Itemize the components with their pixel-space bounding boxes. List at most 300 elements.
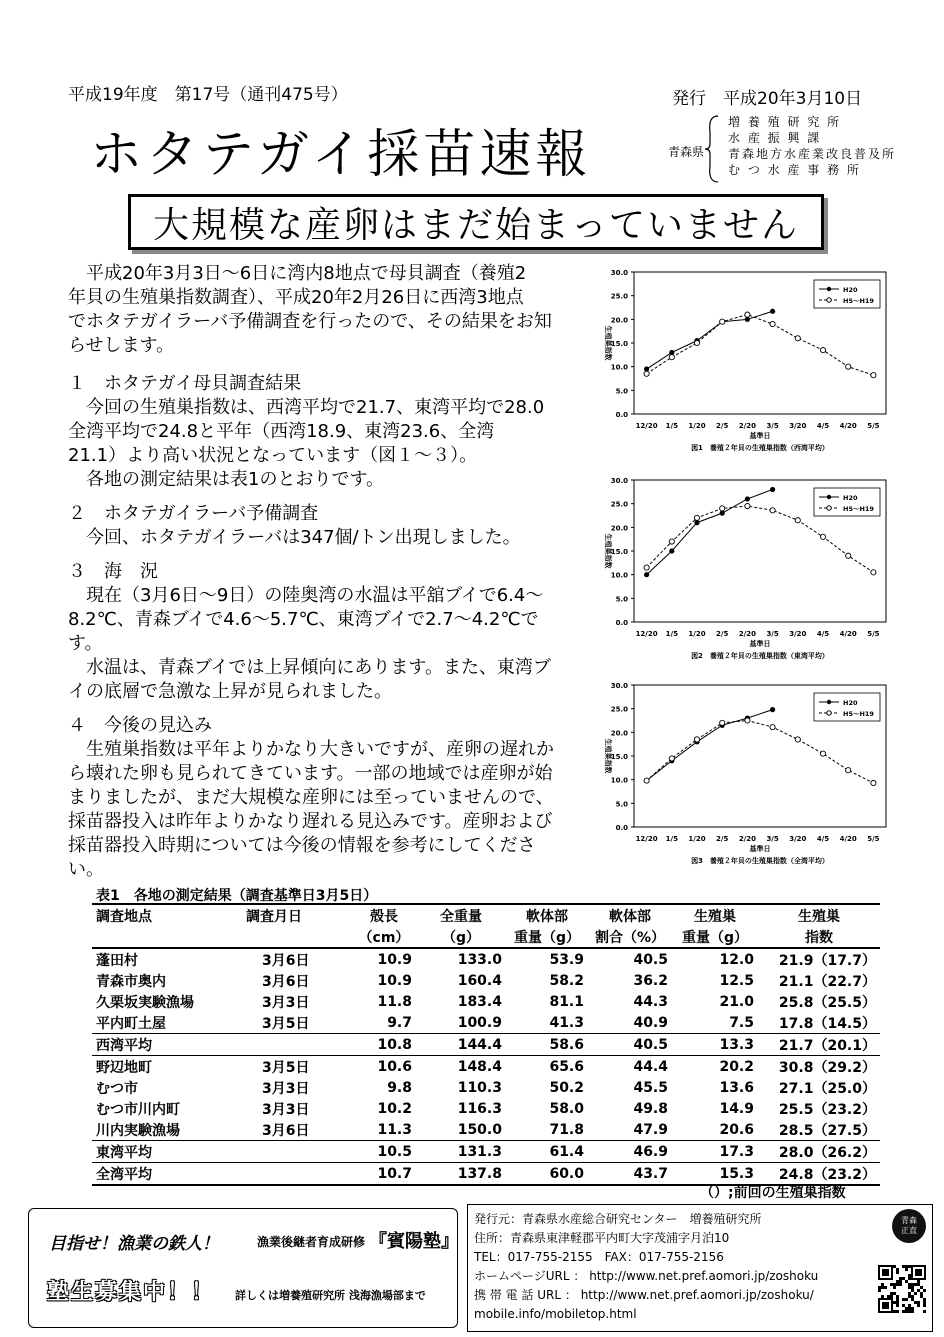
data-point xyxy=(795,336,800,341)
qr-module xyxy=(911,1283,914,1286)
table-cell: 58.0 xyxy=(549,1100,584,1117)
x-tick-label: 1/5 xyxy=(665,835,678,843)
qr-module xyxy=(908,1283,911,1286)
series-line xyxy=(647,710,773,781)
legend-label: H20 xyxy=(843,494,858,502)
chart-svg xyxy=(590,262,900,462)
table-cell: 148.4 xyxy=(457,1058,502,1075)
table-cell: 7.5 xyxy=(729,1014,754,1031)
data-point xyxy=(669,756,674,761)
table-cell: 重量（g） xyxy=(672,926,758,948)
qr-module xyxy=(893,1265,896,1268)
data-point xyxy=(770,725,775,730)
qr-module xyxy=(896,1301,899,1304)
data-point xyxy=(669,355,674,360)
qr-module xyxy=(911,1310,914,1313)
data-point xyxy=(846,364,851,369)
seal-logo xyxy=(892,1209,926,1243)
qr-module xyxy=(893,1283,896,1286)
x-tick-label: 1/20 xyxy=(688,422,706,430)
y-tick-label: 25.0 xyxy=(610,292,628,301)
table-cell xyxy=(92,926,242,948)
y-tick-label: 25.0 xyxy=(610,705,628,714)
table-cell: 40.5 xyxy=(588,1034,672,1056)
qr-module xyxy=(920,1292,923,1295)
qr-module xyxy=(908,1307,911,1310)
qr-module xyxy=(887,1295,890,1298)
table-cell: 11.3 xyxy=(377,1121,412,1138)
table-average-row xyxy=(92,1141,880,1163)
qr-module xyxy=(920,1286,923,1289)
qr-module xyxy=(896,1304,899,1307)
table-cell: 3月3日 xyxy=(262,994,310,1011)
qr-module xyxy=(908,1274,911,1277)
newsletter-title: ホタテガイ採苗速報 xyxy=(90,125,592,185)
data-point xyxy=(770,309,775,314)
table-cell: 47.9 xyxy=(633,1121,668,1138)
address: 住所：青森県東津軽郡平内町大字茂浦字月泊10 xyxy=(474,1231,730,1245)
legend-marker xyxy=(827,711,831,715)
x-tick-label: 3/5 xyxy=(766,630,779,638)
data-point xyxy=(669,539,674,544)
qr-module xyxy=(881,1295,884,1298)
table-cell: 調査月日 xyxy=(242,904,352,926)
y-axis-label: 生殖巣指数 xyxy=(604,533,612,569)
legend-marker xyxy=(827,506,831,510)
qr-module xyxy=(893,1310,896,1313)
qr-module xyxy=(893,1286,896,1289)
data-point xyxy=(720,506,725,511)
x-tick-label: 1/5 xyxy=(665,422,678,430)
section-line: イの底層で急激な上昇が見られました。 xyxy=(68,681,392,702)
y-tick-label: 5.0 xyxy=(615,595,628,604)
table-cell: 3月3日 xyxy=(262,1080,310,1097)
table-cell xyxy=(242,926,352,948)
article-body xyxy=(68,262,583,882)
legend-label: H5～H19 xyxy=(843,297,874,305)
table-cell: 生殖巣 xyxy=(672,904,758,926)
qr-module xyxy=(917,1289,920,1292)
qr-module xyxy=(902,1304,905,1307)
x-tick-label: 1/5 xyxy=(665,630,678,638)
qr-module xyxy=(881,1286,884,1289)
table-cell: 28.0（26.2） xyxy=(758,1141,880,1163)
table-cell: 137.8 xyxy=(416,1163,506,1186)
x-tick-label: 2/5 xyxy=(716,630,729,638)
table-cell: 調査地点 xyxy=(92,904,242,926)
homepage-url[interactable]: ホームページURL ： http://www.net.pref.aomori.jp/zoshoku xyxy=(474,1269,819,1283)
table-note: （）;前回の生殖巣指数 xyxy=(700,1185,846,1201)
qr-module xyxy=(914,1292,917,1295)
table-cell: 9.7 xyxy=(387,1014,412,1031)
qr-module xyxy=(923,1310,926,1313)
data-point xyxy=(846,768,851,773)
qr-code-icon xyxy=(878,1265,926,1313)
table-cell: 45.5 xyxy=(633,1079,668,1096)
table-cell: 40.5 xyxy=(633,951,668,968)
chart-svg xyxy=(590,470,900,670)
y-tick-label: 15.0 xyxy=(610,548,628,556)
y-tick-label: 20.0 xyxy=(610,316,628,325)
table-cell: 3月5日 xyxy=(262,1015,310,1032)
qr-module xyxy=(884,1286,887,1289)
table-cell: 12.0 xyxy=(719,951,754,968)
intro-line: でホタテガイラーバ予備調査を行ったので、その結果をお知 xyxy=(68,311,552,332)
qr-module xyxy=(911,1307,914,1310)
section-line: 全湾平均で24.8と平年（西湾18.9、東湾23.6、全湾 xyxy=(68,421,495,442)
section-heading: ２ ホタテガイラーバ予備調査 xyxy=(68,503,319,524)
x-tick-label: 2/20 xyxy=(738,422,756,430)
section-line: 採苗器投入時期については今後の情報を参考にしてくださ xyxy=(68,835,536,856)
table-cell: 27.1（25.0） xyxy=(778,1080,876,1097)
y-tick-label: 20.0 xyxy=(610,524,628,533)
table-cell: 30.8（29.2） xyxy=(778,1059,876,1076)
ad-recruiting: 塾生募集中！！ xyxy=(47,1280,216,1305)
phone-fax: TEL：017-755-2155 FAX：017-755-2156 xyxy=(474,1250,724,1264)
x-tick-label: 3/5 xyxy=(766,422,779,430)
table-cell: 41.3 xyxy=(549,1014,584,1031)
table-cell: 160.4 xyxy=(457,972,502,989)
qr-module xyxy=(890,1295,893,1298)
table-cell: 21.7（20.1） xyxy=(758,1034,880,1056)
qr-finder-core xyxy=(915,1269,922,1276)
qr-module xyxy=(908,1304,911,1307)
chart-fig1 xyxy=(590,262,900,466)
qr-module xyxy=(908,1295,911,1298)
table-cell: 13.3 xyxy=(672,1034,758,1056)
y-tick-label: 25.0 xyxy=(610,500,628,509)
qr-module xyxy=(896,1298,899,1301)
y-tick-label: 30.0 xyxy=(610,269,628,277)
table-caption: 表1 各地の測定結果（調査基準日3月5日） xyxy=(96,888,378,904)
section-line: 水温は、青森ブイでは上昇傾向にあります。また、東湾ブ xyxy=(68,657,551,678)
table-row xyxy=(92,948,880,970)
table-cell xyxy=(242,1141,352,1163)
x-tick-label: 5/5 xyxy=(867,630,880,638)
table-cell: 14.9 xyxy=(719,1100,754,1117)
data-point xyxy=(644,565,649,570)
qr-module xyxy=(896,1283,899,1286)
qr-module xyxy=(890,1283,893,1286)
qr-module xyxy=(905,1265,908,1268)
contact-box xyxy=(467,1204,933,1332)
table-cell: 50.2 xyxy=(549,1079,584,1096)
table-cell: 10.5 xyxy=(352,1141,416,1163)
table-row xyxy=(92,1077,880,1098)
qr-module xyxy=(911,1286,914,1289)
x-tick-label: 5/5 xyxy=(867,835,880,843)
table-cell: むつ市 xyxy=(96,1080,138,1097)
data-point xyxy=(770,508,775,513)
table-row xyxy=(92,991,880,1012)
x-tick-label: 2/5 xyxy=(716,835,729,843)
table-cell: 49.8 xyxy=(633,1100,668,1117)
qr-module xyxy=(902,1310,905,1313)
table-cell: 3月6日 xyxy=(262,952,310,969)
table-cell: 17.3 xyxy=(672,1141,758,1163)
data-point xyxy=(871,780,876,785)
table-row xyxy=(92,1098,880,1119)
table-cell: 17.8（14.5） xyxy=(778,1015,876,1032)
series-line xyxy=(647,315,874,376)
intro-line: らせします。 xyxy=(68,335,175,356)
table-cell: 11.8 xyxy=(377,993,412,1010)
data-point xyxy=(745,718,750,723)
y-tick-label: 5.0 xyxy=(615,387,628,396)
qr-module xyxy=(878,1286,881,1289)
legend-marker xyxy=(827,700,831,704)
table-cell: 平内町土屋 xyxy=(96,1015,166,1032)
table-cell: 131.3 xyxy=(416,1141,506,1163)
table-cell: 20.2 xyxy=(719,1058,754,1075)
contact-info xyxy=(474,1210,884,1324)
x-tick-label: 2/20 xyxy=(738,835,756,843)
qr-module xyxy=(905,1280,908,1283)
data-point xyxy=(770,707,775,712)
x-tick-label: 12/20 xyxy=(635,422,658,430)
table-row xyxy=(92,1012,880,1034)
y-tick-label: 30.0 xyxy=(610,682,628,690)
qr-module xyxy=(905,1310,908,1313)
table-cell: 65.6 xyxy=(549,1058,584,1075)
table-cell: 全湾平均 xyxy=(92,1163,242,1186)
table-header-row xyxy=(92,926,880,948)
table-cell: 60.0 xyxy=(506,1163,588,1186)
table-cell: 71.8 xyxy=(549,1121,584,1138)
qr-module xyxy=(923,1301,926,1304)
prefecture-label: 青森県 xyxy=(668,145,705,159)
data-point xyxy=(770,487,775,492)
chart-title: 図2 養殖２年貝の生殖巣指数（東湾平均） xyxy=(691,652,829,660)
y-tick-label: 30.0 xyxy=(610,477,628,485)
mobile-url-cont[interactable]: mobile.info/mobiletop.html xyxy=(474,1307,637,1321)
qr-module xyxy=(908,1277,911,1280)
intro-line: 平成20年3月3日～6日に湾内8地点で母貝調査（養殖2 xyxy=(68,263,527,284)
qr-module xyxy=(902,1277,905,1280)
table-cell: 110.3 xyxy=(457,1079,502,1096)
x-tick-label: 2/20 xyxy=(738,630,756,638)
qr-module xyxy=(899,1283,902,1286)
y-tick-label: 0.0 xyxy=(615,824,628,832)
table-cell: 10.6 xyxy=(377,1058,412,1075)
x-tick-label: 12/20 xyxy=(635,630,658,638)
table-cell: 西湾平均 xyxy=(92,1034,242,1056)
section-line: 今回の生殖巣指数は、西湾平均で21.7、東湾平均で28.0 xyxy=(68,397,545,418)
x-tick-label: 4/20 xyxy=(839,630,857,638)
table-cell: 野辺地町 xyxy=(96,1059,152,1076)
table-cell: 36.2 xyxy=(633,972,668,989)
table-cell: 58.2 xyxy=(549,972,584,989)
chart-svg xyxy=(590,675,900,875)
section-line: 21.1）より高い状況となっています（図１～３）。 xyxy=(68,445,478,466)
table-cell: 10.7 xyxy=(352,1163,416,1186)
data-point xyxy=(795,737,800,742)
table-cell: 3月6日 xyxy=(262,1122,310,1139)
qr-module xyxy=(899,1277,902,1280)
table-cell: 東湾平均 xyxy=(92,1141,242,1163)
ad-contact: 詳しくは増養殖研究所 浅海漁場部まで xyxy=(235,1289,426,1302)
data-point xyxy=(745,496,750,501)
table-cell: 3月3日 xyxy=(262,1101,310,1118)
y-tick-label: 5.0 xyxy=(615,800,628,809)
table-cell: 10.9 xyxy=(377,972,412,989)
qr-module xyxy=(914,1283,917,1286)
headline-box xyxy=(128,194,824,250)
data-point xyxy=(644,778,649,783)
table-cell: 44.3 xyxy=(633,993,668,1010)
table-row xyxy=(92,970,880,991)
recruit-ad xyxy=(28,1208,458,1328)
data-point xyxy=(871,570,876,575)
data-point xyxy=(694,340,699,345)
table-cell: 10.8 xyxy=(352,1034,416,1056)
table-cell: 重量（g） xyxy=(506,926,588,948)
table-cell: 24.8（23.2） xyxy=(758,1163,880,1186)
x-tick-label: 4/5 xyxy=(816,835,830,843)
table-cell: 指数 xyxy=(758,926,880,948)
legend-label: H20 xyxy=(843,286,858,294)
x-axis-label: 基準日 xyxy=(749,640,771,648)
table-cell: 21.1（22.7） xyxy=(778,973,876,990)
ad-school-name: 『賓陽塾』 xyxy=(369,1231,459,1252)
qr-module xyxy=(917,1304,920,1307)
x-tick-label: 4/20 xyxy=(839,422,857,430)
qr-module xyxy=(908,1292,911,1295)
x-axis-label: 基準日 xyxy=(749,845,771,853)
qr-module xyxy=(920,1295,923,1298)
qr-module xyxy=(917,1301,920,1304)
table-cell: 100.9 xyxy=(457,1014,502,1031)
section-line: 現在（3月6日～9日）の陸奥湾の水温は平舘ブイで6.4～ xyxy=(68,585,544,606)
table-cell xyxy=(242,1034,352,1056)
qr-finder-core xyxy=(882,1302,889,1309)
qr-module xyxy=(923,1298,926,1301)
table-cell: 43.7 xyxy=(588,1163,672,1186)
section-line: い。 xyxy=(68,859,104,880)
data-point xyxy=(694,737,699,742)
x-tick-label: 2/5 xyxy=(716,422,729,430)
qr-module xyxy=(881,1283,884,1286)
x-tick-label: 1/20 xyxy=(688,630,706,638)
table-cell: （cm） xyxy=(352,926,416,948)
chart-fig2 xyxy=(590,470,900,674)
x-tick-label: 4/5 xyxy=(816,630,830,638)
table-cell: 殻長 xyxy=(352,904,416,926)
org-bracket-icon xyxy=(704,114,720,184)
table-cell: 183.4 xyxy=(457,993,502,1010)
section-heading: ３ 海 況 xyxy=(68,561,158,582)
y-tick-label: 0.0 xyxy=(615,619,628,627)
x-tick-label: 4/5 xyxy=(816,422,830,430)
intro-line: 年貝の生殖巣指数調査）、平成20年2月26日に西湾3地点 xyxy=(68,287,524,308)
legend-marker xyxy=(827,287,831,291)
x-tick-label: 5/5 xyxy=(867,422,880,430)
qr-module xyxy=(908,1265,911,1268)
table-cell: 生殖巣 xyxy=(758,904,880,926)
y-tick-label: 15.0 xyxy=(610,753,628,761)
table-cell: 28.5（27.5） xyxy=(778,1122,876,1139)
org-item: 増 養 殖 研 究 所 xyxy=(728,115,842,129)
qr-module xyxy=(896,1268,899,1271)
table-cell: 12.5 xyxy=(719,972,754,989)
table-cell: 青森市奥内 xyxy=(96,973,166,990)
qr-module xyxy=(902,1298,905,1301)
legend-label: H5～H19 xyxy=(843,710,874,718)
data-point xyxy=(820,751,825,756)
qr-module xyxy=(905,1268,908,1271)
table-cell: 割合（%） xyxy=(588,926,672,948)
qr-module xyxy=(914,1301,917,1304)
qr-module xyxy=(905,1307,908,1310)
table-cell: 軟体部 xyxy=(506,904,588,926)
x-tick-label: 4/20 xyxy=(839,835,857,843)
table-cell: 21.9（17.7） xyxy=(778,952,876,969)
table-cell: 9.8 xyxy=(387,1079,412,1096)
data-point xyxy=(820,348,825,353)
data-point xyxy=(795,518,800,523)
qr-module xyxy=(917,1283,920,1286)
qr-module xyxy=(878,1289,881,1292)
table-cell: 10.9 xyxy=(377,951,412,968)
y-axis-label: 生殖巣指数 xyxy=(604,738,612,774)
data-point xyxy=(770,321,775,326)
series-line xyxy=(647,311,773,369)
section-line: 8.2℃、青森ブイで4.6～5.7℃、東湾ブイで2.7～4.2℃で xyxy=(68,609,539,630)
data-point xyxy=(644,371,649,376)
data-point xyxy=(644,572,649,577)
section-line: 各地の測定結果は表1のとおりです。 xyxy=(68,469,385,490)
legend-label: H5～H19 xyxy=(843,505,874,513)
qr-module xyxy=(917,1280,920,1283)
chart-fig3 xyxy=(590,675,900,879)
table-row xyxy=(92,1119,880,1141)
qr-module xyxy=(908,1310,911,1313)
chart-title: 図3 養殖２年貝の生殖巣指数（全湾平均） xyxy=(691,857,829,865)
data-point xyxy=(846,553,851,558)
table-cell: 20.6 xyxy=(719,1121,754,1138)
table-cell: 44.4 xyxy=(633,1058,668,1075)
mobile-url[interactable]: 携 帯 電 話 URL ： http://www.net.pref.aomori.jp/zoshoku/ xyxy=(474,1288,814,1302)
qr-finder-core xyxy=(882,1269,889,1276)
table-cell: 軟体部 xyxy=(588,904,672,926)
data-point xyxy=(669,548,674,553)
table-cell: 13.6 xyxy=(719,1079,754,1096)
ad-program: 漁業後継者育成研修 xyxy=(257,1235,366,1249)
table-header-row xyxy=(92,904,880,926)
qr-module xyxy=(893,1301,896,1304)
qr-module xyxy=(896,1271,899,1274)
section-line: 今回、ホタテガイラーバは347個/トン出現しました。 xyxy=(68,527,521,548)
x-tick-label: 3/20 xyxy=(789,422,807,430)
table-cell: 144.4 xyxy=(416,1034,506,1056)
measurement-table xyxy=(92,903,880,1186)
table-cell: （g） xyxy=(416,926,506,948)
section-line: 採苗器投入は昨年よりかなり遅れる見込みです。産卵および xyxy=(68,811,553,832)
data-point xyxy=(820,534,825,539)
x-tick-label: 1/20 xyxy=(688,835,706,843)
x-tick-label: 3/5 xyxy=(766,835,779,843)
qr-module xyxy=(896,1280,899,1283)
table-cell: 10.2 xyxy=(377,1100,412,1117)
table-cell: 61.4 xyxy=(506,1141,588,1163)
table-cell: 全重量 xyxy=(416,904,506,926)
y-tick-label: 10.0 xyxy=(610,571,628,580)
qr-module xyxy=(896,1310,899,1313)
org-list xyxy=(728,114,896,178)
table-cell: 81.1 xyxy=(549,993,584,1010)
qr-module xyxy=(899,1280,902,1283)
series-line xyxy=(647,721,874,783)
